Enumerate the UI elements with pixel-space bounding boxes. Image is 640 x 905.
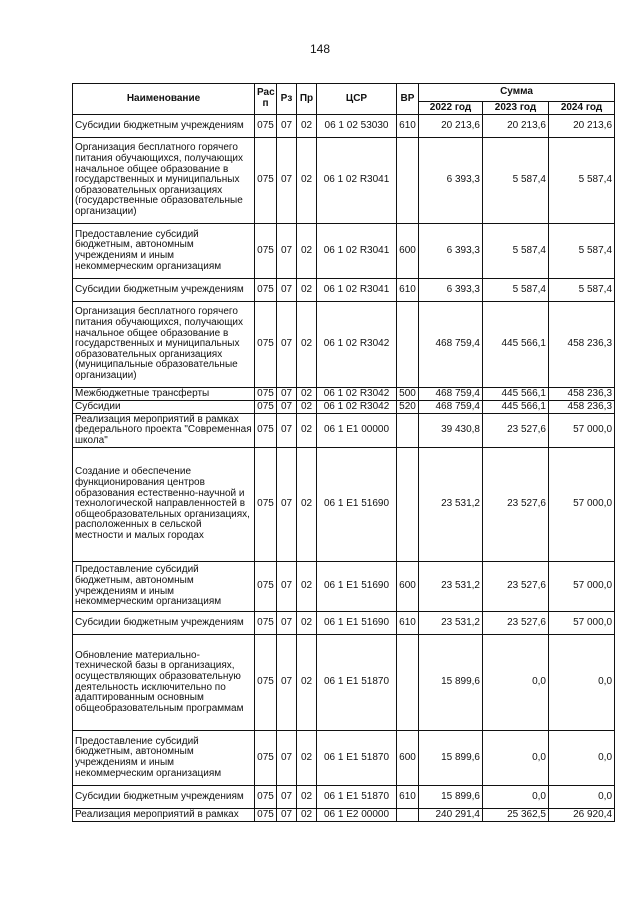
row-rz: 07	[277, 612, 297, 635]
row-csr: 06 1 02 53030	[317, 115, 397, 138]
row-name: Субсидии бюджетным учреждениям	[73, 786, 255, 809]
row-pr: 02	[297, 731, 317, 786]
row-vr	[397, 138, 419, 224]
header-csr: ЦСР	[317, 84, 397, 115]
row-2023: 0,0	[483, 731, 549, 786]
header-sum: Сумма	[419, 84, 615, 102]
row-ras: 075	[255, 401, 277, 414]
row-2024: 57 000,0	[549, 562, 615, 612]
row-ras: 075	[255, 562, 277, 612]
row-pr: 02	[297, 401, 317, 414]
row-2022: 23 531,2	[419, 612, 483, 635]
row-2022: 15 899,6	[419, 635, 483, 731]
row-vr	[397, 809, 419, 822]
row-rz: 07	[277, 401, 297, 414]
table-row	[73, 731, 615, 786]
row-rz: 07	[277, 809, 297, 822]
row-csr: 06 1 02 R3041	[317, 279, 397, 302]
row-ras: 075	[255, 635, 277, 731]
row-2022: 468 759,4	[419, 388, 483, 401]
row-ras: 075	[255, 414, 277, 448]
row-rz: 07	[277, 635, 297, 731]
table-row	[73, 138, 615, 224]
row-2022: 6 393,3	[419, 138, 483, 224]
row-vr	[397, 448, 419, 562]
row-ras: 075	[255, 138, 277, 224]
row-pr: 02	[297, 388, 317, 401]
row-vr: 600	[397, 562, 419, 612]
row-2022: 6 393,3	[419, 279, 483, 302]
row-2022: 23 531,2	[419, 448, 483, 562]
row-name: Предоставление субсидий бюджетным, автономным учреждениям и иным некоммерческим организациям	[73, 731, 255, 786]
row-vr: 610	[397, 115, 419, 138]
row-2022: 39 430,8	[419, 414, 483, 448]
row-2022: 20 213,6	[419, 115, 483, 138]
row-csr: 06 1 E1 51870	[317, 731, 397, 786]
row-2024: 57 000,0	[549, 414, 615, 448]
row-ras: 075	[255, 115, 277, 138]
row-csr: 06 1 02 R3042	[317, 401, 397, 414]
header-2024: 2024 год	[549, 102, 615, 115]
row-vr: 500	[397, 388, 419, 401]
table-row	[73, 401, 615, 414]
row-vr: 610	[397, 279, 419, 302]
row-name: Предоставление субсидий бюджетным, автономным учреждениям и иным некоммерческим организациям	[73, 224, 255, 279]
row-pr: 02	[297, 138, 317, 224]
row-csr: 06 1 E2 00000	[317, 809, 397, 822]
row-2024: 5 587,4	[549, 279, 615, 302]
row-2022: 23 531,2	[419, 562, 483, 612]
row-2023: 445 566,1	[483, 401, 549, 414]
row-ras: 075	[255, 448, 277, 562]
row-csr: 06 1 E1 51870	[317, 786, 397, 809]
row-2023: 25 362,5	[483, 809, 549, 822]
row-pr: 02	[297, 279, 317, 302]
header-2022: 2022 год	[419, 102, 483, 115]
row-name: Межбюджетные трансферты	[73, 388, 255, 401]
row-pr: 02	[297, 786, 317, 809]
table-row	[73, 786, 615, 809]
row-ras: 075	[255, 612, 277, 635]
row-2022: 6 393,3	[419, 224, 483, 279]
row-name: Субсидии	[73, 401, 255, 414]
row-name: Организация бесплатного горячего питания обучающихся, получающих начальное общее образование в государственных и муниципальных образовательных организациях (муниципальные образовательные организации)	[73, 302, 255, 388]
row-rz: 07	[277, 279, 297, 302]
row-name: Создание и обеспечение функционирования центров образования естественно-научной и технологической направленностей в общеобразовательных организациях, расположенных в сельской местности и малых городах	[73, 448, 255, 562]
row-rz: 07	[277, 562, 297, 612]
row-vr	[397, 302, 419, 388]
table-row	[73, 448, 615, 562]
row-pr: 02	[297, 224, 317, 279]
row-csr: 06 1 02 R3041	[317, 224, 397, 279]
row-vr: 610	[397, 612, 419, 635]
row-2023: 23 527,6	[483, 612, 549, 635]
row-2024: 458 236,3	[549, 302, 615, 388]
row-csr: 06 1 02 R3041	[317, 138, 397, 224]
row-rz: 07	[277, 302, 297, 388]
row-2024: 20 213,6	[549, 115, 615, 138]
row-csr: 06 1 E1 51690	[317, 448, 397, 562]
row-vr: 520	[397, 401, 419, 414]
row-rz: 07	[277, 224, 297, 279]
row-2024: 5 587,4	[549, 224, 615, 279]
row-2022: 468 759,4	[419, 401, 483, 414]
row-2023: 5 587,4	[483, 138, 549, 224]
row-rz: 07	[277, 448, 297, 562]
row-2024: 26 920,4	[549, 809, 615, 822]
row-2024: 458 236,3	[549, 388, 615, 401]
row-2023: 23 527,6	[483, 562, 549, 612]
header-ras: Рас п	[255, 84, 277, 115]
row-2023: 5 587,4	[483, 224, 549, 279]
row-vr: 600	[397, 224, 419, 279]
row-rz: 07	[277, 115, 297, 138]
row-vr: 610	[397, 786, 419, 809]
page-number: 148	[309, 42, 331, 56]
row-vr	[397, 414, 419, 448]
row-pr: 02	[297, 448, 317, 562]
row-2023: 23 527,6	[483, 448, 549, 562]
header-pr: Пр	[297, 84, 317, 115]
row-rz: 07	[277, 138, 297, 224]
row-name: Субсидии бюджетным учреждениям	[73, 279, 255, 302]
header-rz: Рз	[277, 84, 297, 115]
row-rz: 07	[277, 388, 297, 401]
row-ras: 075	[255, 786, 277, 809]
row-csr: 06 1 E1 00000	[317, 414, 397, 448]
row-name: Обновление материально-технической базы в организациях, осуществляющих образовательную деятельность исключительно по адаптированным основным общеобразовательным программам	[73, 635, 255, 731]
row-name: Реализация мероприятий в рамках	[73, 809, 255, 822]
table-row	[73, 809, 615, 822]
row-pr: 02	[297, 809, 317, 822]
row-pr: 02	[297, 302, 317, 388]
header-name: Наименование	[73, 84, 255, 115]
row-vr	[397, 635, 419, 731]
header-2023: 2023 год	[483, 102, 549, 115]
row-ras: 075	[255, 388, 277, 401]
row-2022: 240 291,4	[419, 809, 483, 822]
row-name: Субсидии бюджетным учреждениям	[73, 612, 255, 635]
row-2024: 57 000,0	[549, 448, 615, 562]
header-vr: ВР	[397, 84, 419, 115]
row-2023: 445 566,1	[483, 388, 549, 401]
row-2022: 15 899,6	[419, 786, 483, 809]
row-2023: 0,0	[483, 786, 549, 809]
row-pr: 02	[297, 414, 317, 448]
row-2024: 0,0	[549, 786, 615, 809]
row-ras: 075	[255, 809, 277, 822]
row-2024: 5 587,4	[549, 138, 615, 224]
row-2024: 0,0	[549, 635, 615, 731]
row-ras: 075	[255, 279, 277, 302]
row-2022: 15 899,6	[419, 731, 483, 786]
row-name: Организация бесплатного горячего питания обучающихся, получающих начальное общее образование в государственных и муниципальных образовательных организациях (государственные образовательные организации)	[73, 138, 255, 224]
row-2024: 458 236,3	[549, 401, 615, 414]
row-pr: 02	[297, 635, 317, 731]
row-name: Предоставление субсидий бюджетным, автономным учреждениям и иным некоммерческим организациям	[73, 562, 255, 612]
row-rz: 07	[277, 786, 297, 809]
table-row	[73, 279, 615, 302]
row-ras: 075	[255, 302, 277, 388]
row-pr: 02	[297, 612, 317, 635]
row-csr: 06 1 E1 51870	[317, 635, 397, 731]
row-ras: 075	[255, 224, 277, 279]
row-csr: 06 1 E1 51690	[317, 612, 397, 635]
row-csr: 06 1 02 R3042	[317, 302, 397, 388]
row-rz: 07	[277, 731, 297, 786]
row-2024: 57 000,0	[549, 612, 615, 635]
row-2023: 20 213,6	[483, 115, 549, 138]
row-2023: 0,0	[483, 635, 549, 731]
row-2023: 23 527,6	[483, 414, 549, 448]
table-row	[73, 562, 615, 612]
row-2023: 5 587,4	[483, 279, 549, 302]
table-row	[73, 224, 615, 279]
table-row	[73, 612, 615, 635]
row-2022: 468 759,4	[419, 302, 483, 388]
budget-table	[72, 83, 615, 822]
table-row	[73, 302, 615, 388]
table-row	[73, 388, 615, 401]
table-row	[73, 414, 615, 448]
row-csr: 06 1 E1 51690	[317, 562, 397, 612]
row-rz: 07	[277, 414, 297, 448]
table-row	[73, 115, 615, 138]
row-vr: 600	[397, 731, 419, 786]
row-csr: 06 1 02 R3042	[317, 388, 397, 401]
row-name: Реализация мероприятий в рамках федерального проекта "Современная школа"	[73, 414, 255, 448]
row-ras: 075	[255, 731, 277, 786]
row-pr: 02	[297, 115, 317, 138]
row-pr: 02	[297, 562, 317, 612]
row-name: Субсидии бюджетным учреждениям	[73, 115, 255, 138]
table-row	[73, 635, 615, 731]
row-2024: 0,0	[549, 731, 615, 786]
row-2023: 445 566,1	[483, 302, 549, 388]
